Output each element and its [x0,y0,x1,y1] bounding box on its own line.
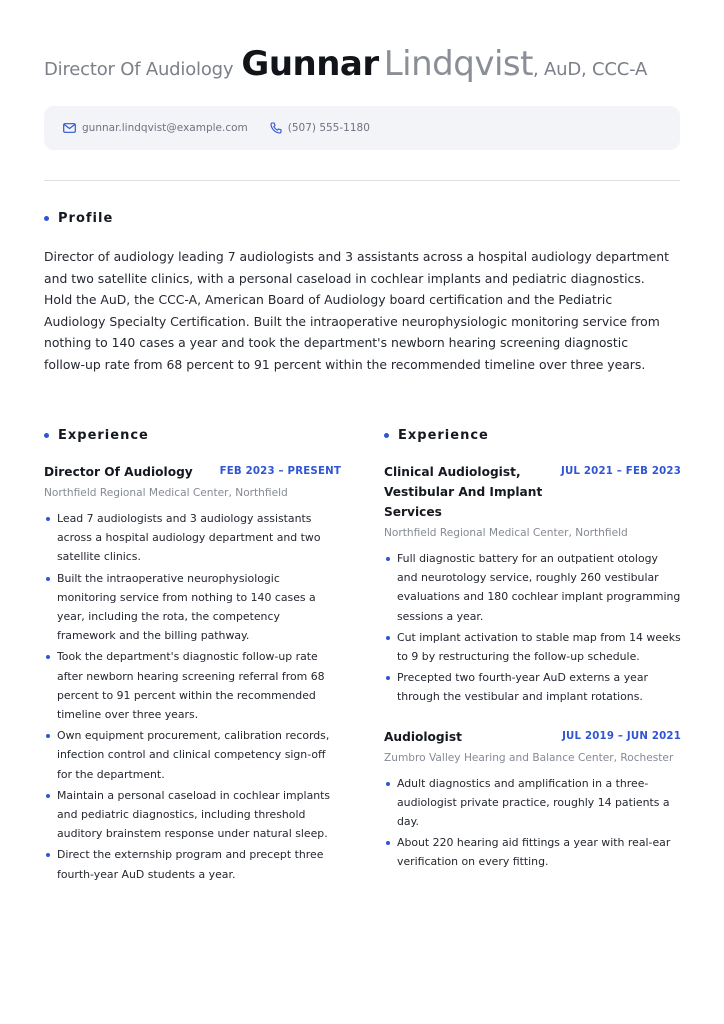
last-name: Lindqvist [383,44,533,84]
resume-header [44,44,684,92]
heading-bullet-icon [384,433,389,438]
contact-email[interactable] [63,122,248,134]
job-bullets [384,774,681,872]
experience-column-left [44,462,341,902]
experience-heading-left [44,428,149,443]
experience-column-right [384,462,681,890]
experience-heading-label: Experience [58,428,149,443]
job-date: JUL 2021 – FEB 2023 [560,466,681,477]
envelope-icon [63,123,76,133]
job-date: FEB 2023 – PRESENT [219,466,341,477]
job-bullet: Full diagnostic battery for an outpatient otology and neurotology service, roughly 260 vestibular evaluations and 180 cochlear implant programming sessions a year. [384,549,681,626]
profile-heading-label: Profile [58,211,114,226]
job-date: JUL 2019 – JUN 2021 [562,730,681,742]
job-bullets [44,509,341,884]
experience-heading-right [384,428,489,443]
phone-icon [270,122,282,134]
job-bullet: Cut implant activation to stable map from 14 weeks to 9 by restructuring the follow-up schedule. [384,628,681,666]
job-title-prefix: Director Of Audiology [44,59,234,80]
profile-heading [44,211,113,226]
header-divider [44,180,680,181]
job-entry [384,727,681,872]
job-bullet: Built the intraoperative neurophysiologic monitoring service from nothing to 140 cases a year, including the rota, the competency framework and the billing pathway. [44,569,341,646]
experience-heading-label: Experience [398,428,489,443]
profile-summary: Director of audiology leading 7 audiologists and 3 assistants across a hospital audiology department and two satellite clinics, with a personal caseload in cochlear implants and pediatric diagnostics. Hold the AuD, the CCC-A, American Board of Audiology board certification and the Pediatric Audiology Specialty Certification. Built the intraoperative neurophysiologic monitoring service from nothing to 140 cases a year and took the department's newborn hearing screening diagnostic follow-up rate from 68 percent to 91 percent within the recommended timeline over three years. [44,249,669,372]
email-text: gunnar.lindqvist@example.com [82,122,248,134]
job-bullet: Direct the externship program and precept three fourth-year AuD students a year. [44,845,341,883]
contact-bar [44,106,680,150]
job-title: Audiologist [384,729,462,744]
job-organization: Northfield Regional Medical Center, Northfield [44,487,288,499]
credentials: , AuD, CCC-A [532,59,648,80]
job-bullets [384,549,681,707]
job-bullet: Took the department's diagnostic follow-up rate after newborn hearing screening referral from 68 percent to 91 percent within the recommended timeline over three years. [44,647,341,724]
job-entry [384,462,681,707]
job-title: Clinical Audiologist, Vestibular And Implant Services [384,465,543,519]
job-title: Director Of Audiology [44,465,193,479]
contact-phone[interactable] [270,122,370,134]
heading-bullet-icon [44,216,49,221]
phone-text: (507) 555-1180 [287,122,370,134]
job-bullet: Adult diagnostics and amplification in a three-audiologist private practice, roughly 14 patients a day. [384,774,681,832]
first-name: Gunnar [241,44,379,84]
job-bullet: Precepted two fourth-year AuD externs a year through the vestibular and implant rotations. [384,668,681,706]
job-bullet: Lead 7 audiologists and 3 audiology assistants across a hospital audiology department and two satellite clinics. [44,509,341,567]
job-bullet: Own equipment procurement, calibration records, infection control and clinical competency sign-off for the department. [44,726,341,784]
job-bullet: About 220 hearing aid fittings a year with real-ear verification on every fitting. [384,833,681,871]
job-entry [44,462,341,884]
job-organization: Northfield Regional Medical Center, Northfield [384,527,628,539]
job-organization: Zumbro Valley Hearing and Balance Center, Rochester [384,751,674,764]
heading-bullet-icon [44,433,49,438]
job-bullet: Maintain a personal caseload in cochlear implants and pediatric diagnostics, including threshold auditory brainstem response under natural sleep. [44,786,341,844]
